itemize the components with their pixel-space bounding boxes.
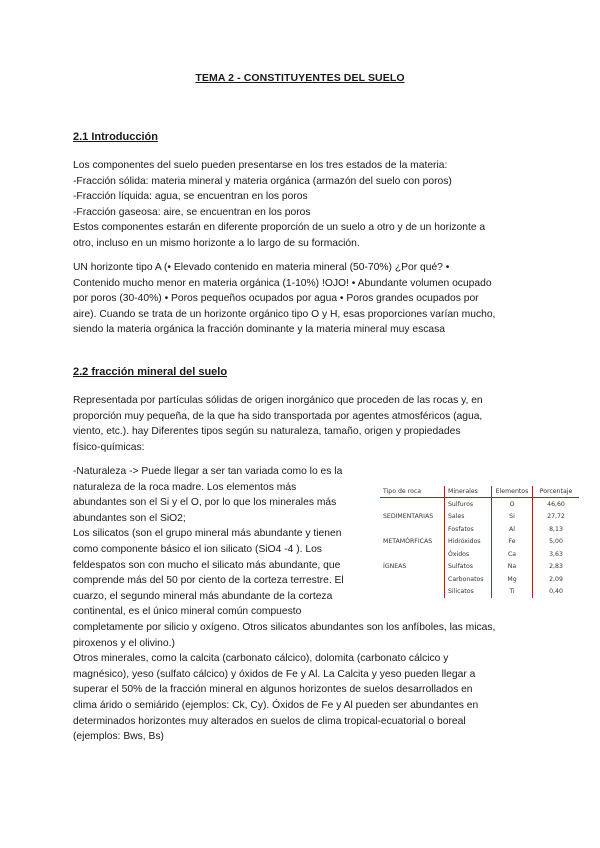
table-cell: Sales	[445, 511, 492, 524]
text-line: -Naturaleza -> Puede llegar a ser tan variada como lo es la	[73, 466, 343, 477]
mineral-paragraph-1	[73, 393, 483, 455]
table-cell: Ti	[492, 586, 533, 599]
table-row	[380, 498, 579, 511]
text-line: (ejemplos: Bws, Bs)	[73, 731, 164, 743]
text-line: continental, es el único mineral común compuesto	[73, 606, 302, 618]
text-line: aire). Cuando se trata de un horizonte orgánico tipo O y H, esas proporciones varían mucho,	[73, 308, 496, 320]
table-cell: Sulfatos	[445, 561, 492, 574]
table-row	[380, 536, 579, 549]
text-line: cuarzo, el segundo mineral más abundante de la corteza	[73, 590, 333, 602]
table-row	[380, 561, 579, 574]
table-cell: METAMÓRFICAS	[383, 538, 433, 546]
table-cell: Si	[492, 511, 533, 524]
table-cell: Fe	[492, 536, 533, 549]
table-cell: 2,09	[533, 573, 580, 586]
table-cell: O	[492, 498, 533, 511]
text-line: feldespatos son con mucho el silicato más abundante, que	[73, 559, 341, 571]
rock-minerals-table	[380, 486, 579, 598]
text-line: Contenido mucho menor en materia orgánica (1-10%) !OJO! • Abundante volumen ocupado	[73, 277, 492, 289]
table-cell	[380, 573, 445, 586]
text-line: Otros minerales, como la calcita (carbonato cálcico), dolomita (carbonato cálcico y	[73, 653, 449, 665]
text-line: piroxenos y el olivino.)	[73, 637, 175, 649]
page-title: TEMA 2 - CONSTITUYENTES DEL SUELO	[195, 72, 405, 84]
table-cell: Hidróxidos	[445, 536, 492, 549]
text-line: Los componentes del suelo pueden presentarse en los tres estados de la materia:	[73, 160, 448, 171]
text-line: otro, incluso en un mismo horizonte a lo largo de su formación.	[73, 237, 360, 249]
table-cell: Sulfuros	[445, 498, 492, 511]
text-line: -Fracción líquida: agua, se encuentran en los poros	[73, 191, 308, 203]
text-line: viento, etc.). hay Diferentes tipos según su naturaleza, tamaño, origen y propiedades	[73, 426, 461, 438]
text-line: Los silicatos (son el grupo mineral más abundante y tienen	[73, 528, 342, 540]
text-line: naturaleza de la roca madre. Los elementos más	[73, 481, 297, 493]
table-header-row	[380, 486, 579, 498]
text-line: Representada por partículas sólidas de origen inorgánico que proceden de las rocas y, en	[73, 395, 483, 406]
table-cell: Na	[492, 561, 533, 574]
table-cell: SEDIMENTARIAS	[383, 513, 434, 521]
text-line: determinados horizontes muy alterados en suelos de clima tropical-ecuatorial o boreal	[73, 715, 466, 727]
table-cell: Fosfatos	[445, 523, 492, 536]
text-line: Estos componentes estarán en diferente proporción de un suelo a otro y de un horizonte a	[73, 222, 486, 234]
table-cell: 8,13	[533, 523, 580, 536]
table-row	[380, 573, 579, 586]
text-line: -Fracción sólida: materia mineral y materia orgánica (armazón del suelo con poros)	[73, 175, 452, 187]
table-cell	[380, 548, 445, 561]
table-cell	[380, 498, 445, 511]
text-line: por poros (30-40%) • Poros pequeños ocupados por agua • Poros grandes ocupados por	[73, 293, 479, 305]
table-row	[380, 523, 579, 536]
table-cell: 0,40	[533, 586, 580, 599]
section-heading-intro: 2.1 Introducción	[73, 131, 158, 143]
text-line: completamente por silicio y oxígeno. Otros silicatos abundantes son los anfíboles, las micas,	[73, 621, 496, 633]
table-cell: 5,00	[533, 536, 580, 549]
table-cell: Mg	[492, 573, 533, 586]
table-cell: Óxidos	[445, 548, 492, 561]
table-header-cell: Minerales	[445, 486, 492, 498]
section-heading-mineral: 2.2 fracción mineral del suelo	[73, 366, 228, 378]
text-line: -Fracción gaseosa: aire, se encuentran en los poros	[73, 206, 311, 218]
table-cell	[380, 523, 445, 536]
intro-paragraph-1	[73, 158, 485, 252]
table-header-cell: Tipo de roca	[380, 486, 445, 498]
table-header-cell: Elementos	[492, 486, 533, 498]
text-line: clima árido o semiárido (ejemplos: Ck, Cy). Óxidos de Fe y Al pueden ser abundantes en	[73, 699, 479, 711]
table-cell: Silicatos	[445, 586, 492, 599]
table-row	[380, 548, 579, 561]
text-line: abundantes son el Si y el O, por lo que los minerales más	[73, 497, 337, 509]
table-cell: Carbonatos	[445, 573, 492, 586]
table-row	[380, 511, 579, 524]
text-line: abundantes son el SiO2;	[73, 512, 186, 524]
text-line: magnésico), yeso (sulfato cálcico) y óxidos de Fe y Al. La Calcita y yeso pueden llegar a	[73, 668, 476, 680]
table-row	[380, 586, 579, 599]
table-cell	[380, 586, 445, 599]
table-cell: ÍGNEAS	[383, 563, 407, 571]
table-cell: Ca	[492, 548, 533, 561]
text-line: físico-químicas:	[73, 441, 145, 453]
table-cell: 3,63	[533, 548, 580, 561]
text-line: UN horizonte tipo A (• Elevado contenido en materia mineral (50-70%) ¿Por qué? •	[73, 262, 450, 273]
table-cell: 46,60	[533, 498, 580, 511]
table-cell: 2,83	[533, 561, 580, 574]
table-header-cell: Porcentaje	[533, 486, 580, 498]
text-line: proporción muy pequeña, de la que ha sido transportada por agentes atmosféricos (agua,	[73, 410, 483, 422]
text-line: como componente básico el ion silicato (SiO4 -4 ). Los	[73, 543, 322, 555]
text-line: superar el 50% de la fracción mineral en algunos horizontes de suelos desarrollados en	[73, 684, 473, 696]
text-line: siendo la materia orgánica la fracción dominante y la materia mineral muy escasa	[73, 324, 446, 336]
table-cell: 27,72	[533, 511, 580, 524]
intro-paragraph-2	[73, 260, 495, 338]
text-line: comprende más del 50 por ciento de la corteza terrestre. El	[73, 575, 344, 587]
table-cell: Al	[492, 523, 533, 536]
